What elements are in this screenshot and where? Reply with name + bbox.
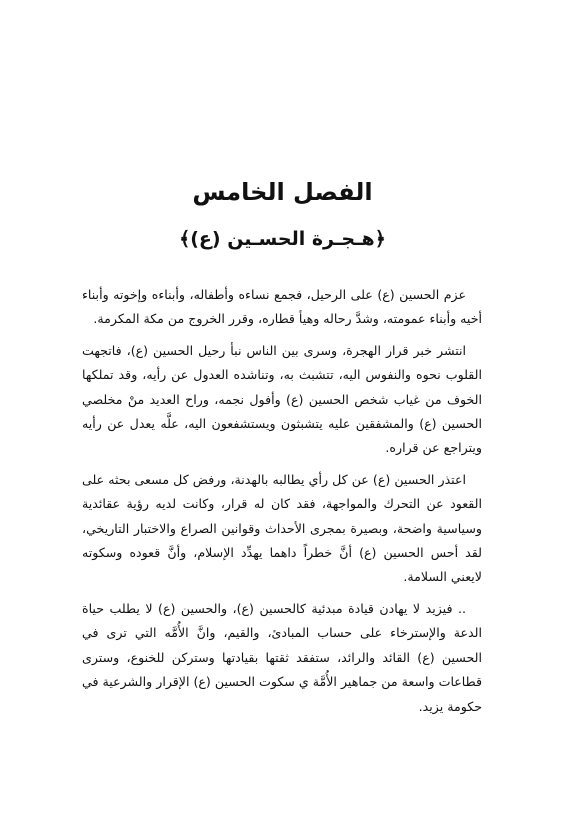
paragraph: عزم الحسين (ع) على الرحيل، فجمع نساءه وأطفاله، وأبناءه وإخوته وأبناء أخيه وأبناء عمومته، وشدَّ رحاله وهيأ قطاره، وقرر الخروج من مكة المكرمة. — [82, 287, 482, 327]
body-text — [82, 283, 482, 726]
chapter-title: الفصل الخامس — [192, 178, 373, 206]
chapter-subtitle: ﴿هـجـرة الحسـين (ع)﴾ — [179, 228, 386, 250]
paragraph: .. فيزيد لا يهادن قيادة مبدئية كالحسين (ع)، والحسين (ع) لا يطلب حياة الدعة والإسترخاء على حساب المبادئ، والقيم، وانَّ الأُمَّه التي ترى في الحسين (ع) القائد والرائد، ستفقد ثقتها بقيادتها وستركن للخنوع، وسترى قطاعات واسعة من جماهير الأُمَّة ي سكوت الحسين (ع) الإقرار والشرعية في حكومة يزيد. — [82, 600, 482, 714]
paragraph: اعتذر الحسين (ع) عن كل رأي يطالبه بالهدنة، ورفض كل مسعى بحثه على القعود عن التحرك والمواجهة، فقد كان له قرار، وكانت لديه رؤية عقائدية وسياسية واضحة، وبصيرة بمجرى الأحداث وقوانين الصراع والاختبار التاريخي، لقد أحس الحسين (ع) أنَّ خطراً داهما يهدِّد الإسلام، وأنَّ قعوده وسكوته لايعني السلامة. — [82, 471, 482, 585]
paragraph: انتشر خبر قرار الهجرة، وسرى بين الناس نبأ رحيل الحسين (ع)، فاتجهت القلوب نحوه والنفوس اليه، تتشبث به، وتناشده العدول عن رأيه، وقد تملكها الخوف من غياب شخص الحسين (ع) وأفول نجمه، وراح العديد منْ مخلصي الحسين (ع) والمشفقين عليه يتشبثون ويستشفعون اليه، علَّه يعدل عن رأيه ويتراجع عن قراره. — [82, 342, 482, 456]
